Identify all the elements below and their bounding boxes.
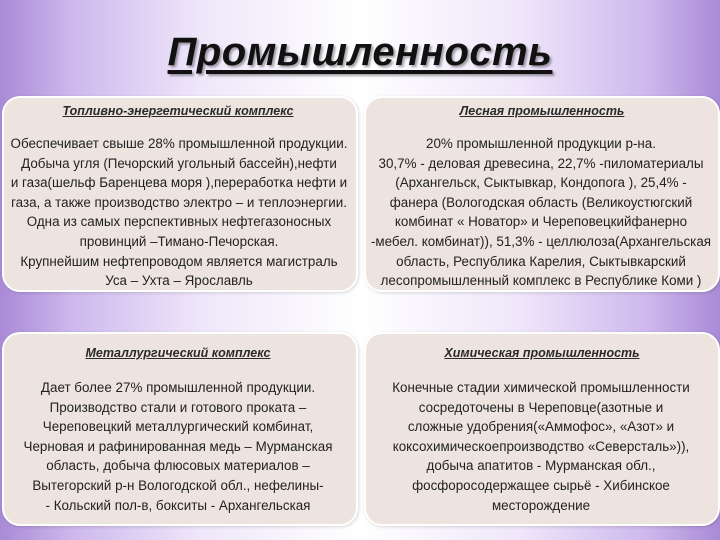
chem-line: сосредоточены в Череповце(азотные и: [418, 399, 664, 415]
metal-line: Дает более 27% промышленной продукции.: [40, 380, 316, 395]
fuel-energy-header: Топливно-энергетический комплекс: [62, 104, 294, 118]
fuel-line: Крупнейшим нефтепроводом является магистраль: [20, 253, 338, 269]
fuel-line: Обеспечивает свыше 28% промышленной продукции.: [10, 136, 348, 151]
chem-line: фосфоросодержащее сырьё - Хибинское: [412, 477, 670, 493]
forest-line: (Архангельск, Сыктывкар, Кондопога ), 25,4% -: [395, 175, 687, 191]
fuel-energy-text: [0, 134, 360, 291]
forest-line: -мебел. комбинат)), 51,3% - целлюлоза(Архангельская: [370, 233, 712, 249]
forest-line: фанера (Вологодская область (Великоустюгский: [389, 194, 693, 210]
metal-line: область, добыча флюсовых материалов –: [46, 458, 310, 474]
chemical-industry-header: Химическая промышленность: [444, 346, 640, 360]
fuel-line: Добыча угля (Печорский угольный бассейн),нефти: [21, 155, 337, 171]
page-title: Промышленность: [167, 30, 553, 74]
metal-line: Черновая и рафинированная медь – Мурманская: [23, 438, 333, 454]
fuel-line: и газа(шельф Баренцева моря ),переработка нефти и: [10, 175, 348, 191]
chem-line: месторождение: [491, 497, 591, 513]
metal-line: Производство стали и готового проката –: [49, 399, 307, 415]
chem-line: сложные удобрения(«Аммофос», «Азот» и: [407, 419, 675, 435]
fuel-line: Одна из самых перспективных нефтегазоносных: [26, 214, 332, 230]
fuel-line: газа, а также производство электро – и теплоэнергии.: [11, 194, 347, 210]
chem-line: Конечные стадии химической промышленности: [392, 380, 690, 395]
fuel-line: провинций –Тимано-Печорская.: [79, 233, 279, 249]
metallurgy-header: Металлургический комплекс: [85, 346, 271, 360]
metal-line: Вытегорский р-н Вологодской обл., нефелины-: [32, 477, 324, 493]
forest-line: 30,7% - деловая древесина, 22,7% -пиломатериалы: [378, 155, 704, 171]
forest-industry-header: Лесная промышленность: [459, 104, 625, 118]
metal-line: Череповецкий металлургический комбинат,: [42, 419, 314, 435]
forest-industry-text: [362, 134, 720, 291]
chem-line: коксохимическоепроизводство «Северсталь»)),: [392, 438, 690, 454]
metal-line: - Кольский пол-в, бокситы - Архангельская: [45, 497, 311, 513]
forest-line: комбинат « Новатор» и Череповецкийфанерно: [394, 214, 688, 230]
metallurgy-text: [0, 378, 356, 515]
forest-line: лесопромышленный комплекс в Республике Коми ): [380, 273, 702, 289]
fuel-line: Уса – Ухта – Ярославль: [105, 273, 253, 289]
forest-line: 20% промышленной продукции р-на.: [426, 136, 656, 151]
forest-line: область, Республика Карелия, Сыктывкарский: [396, 253, 686, 269]
chemical-industry-text: [362, 378, 720, 515]
chem-line: добыча апатитов - Мурманская обл.,: [426, 458, 656, 474]
